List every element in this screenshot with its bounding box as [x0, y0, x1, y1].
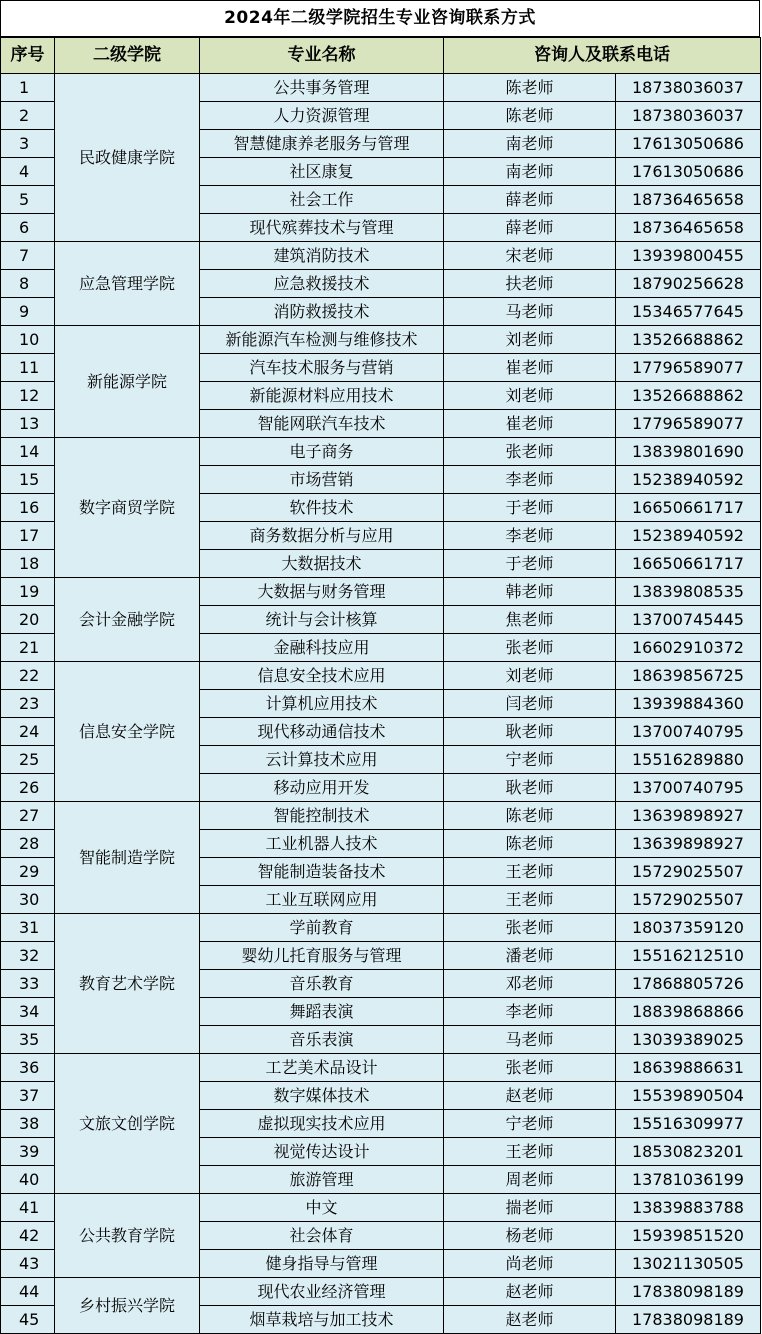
- seq-cell: 45: [1, 1306, 55, 1334]
- table-row: [1, 438, 761, 466]
- phone-cell: 18037359120: [616, 914, 761, 942]
- major-cell: 舞蹈表演: [200, 998, 444, 1026]
- phone-cell: 16650661717: [616, 550, 761, 578]
- seq-cell: 28: [1, 830, 55, 858]
- contact-cell: 陈老师: [444, 102, 616, 130]
- contact-table: [0, 37, 761, 1334]
- seq-cell: 20: [1, 606, 55, 634]
- major-cell: 智慧健康养老服务与管理: [200, 130, 444, 158]
- phone-cell: 13700740795: [616, 718, 761, 746]
- major-cell: 社会体育: [200, 1222, 444, 1250]
- table-row: [1, 1278, 761, 1306]
- contact-cell: 耿老师: [444, 718, 616, 746]
- phone-cell: 18639886631: [616, 1054, 761, 1082]
- major-cell: 智能控制技术: [200, 802, 444, 830]
- header-row: [1, 38, 761, 74]
- phone-cell: 17613050686: [616, 130, 761, 158]
- contact-cell: 王老师: [444, 858, 616, 886]
- contact-cell: 张老师: [444, 634, 616, 662]
- phone-cell: 18839868866: [616, 998, 761, 1026]
- major-cell: 商务数据分析与应用: [200, 522, 444, 550]
- major-cell: 软件技术: [200, 494, 444, 522]
- seq-cell: 21: [1, 634, 55, 662]
- contact-cell: 南老师: [444, 130, 616, 158]
- contact-cell: 韩老师: [444, 578, 616, 606]
- seq-cell: 15: [1, 466, 55, 494]
- contact-cell: 王老师: [444, 1138, 616, 1166]
- seq-cell: 35: [1, 1026, 55, 1054]
- contact-cell: 赵老师: [444, 1082, 616, 1110]
- contact-cell: 张老师: [444, 914, 616, 942]
- seq-cell: 10: [1, 326, 55, 354]
- major-cell: 云计算技术应用: [200, 746, 444, 774]
- major-cell: 健身指导与管理: [200, 1250, 444, 1278]
- seq-cell: 31: [1, 914, 55, 942]
- contact-cell: 闫老师: [444, 690, 616, 718]
- phone-cell: 18738036037: [616, 102, 761, 130]
- college-cell: 教育艺术学院: [55, 914, 200, 1054]
- major-cell: 汽车技术服务与营销: [200, 354, 444, 382]
- major-cell: 人力资源管理: [200, 102, 444, 130]
- college-cell: 智能制造学院: [55, 802, 200, 914]
- seq-cell: 1: [1, 74, 55, 102]
- major-cell: 中文: [200, 1194, 444, 1222]
- major-cell: 应急救援技术: [200, 270, 444, 298]
- seq-cell: 5: [1, 186, 55, 214]
- phone-cell: 15346577645: [616, 298, 761, 326]
- college-cell: 乡村振兴学院: [55, 1278, 200, 1334]
- header-seq: 序号: [1, 38, 55, 74]
- seq-cell: 42: [1, 1222, 55, 1250]
- seq-cell: 12: [1, 382, 55, 410]
- phone-cell: 13639898927: [616, 830, 761, 858]
- seq-cell: 22: [1, 662, 55, 690]
- phone-cell: 18790256628: [616, 270, 761, 298]
- contact-cell: 宋老师: [444, 242, 616, 270]
- phone-cell: 17838098189: [616, 1278, 761, 1306]
- phone-cell: 13639898927: [616, 802, 761, 830]
- seq-cell: 6: [1, 214, 55, 242]
- seq-cell: 36: [1, 1054, 55, 1082]
- phone-cell: 15729025507: [616, 858, 761, 886]
- major-cell: 新能源汽车检测与维修技术: [200, 326, 444, 354]
- seq-cell: 13: [1, 410, 55, 438]
- seq-cell: 3: [1, 130, 55, 158]
- college-cell: 民政健康学院: [55, 74, 200, 242]
- major-cell: 烟草栽培与加工技术: [200, 1306, 444, 1334]
- contact-cell: 于老师: [444, 494, 616, 522]
- phone-cell: 13781036199: [616, 1166, 761, 1194]
- seq-cell: 8: [1, 270, 55, 298]
- table-row: [1, 326, 761, 354]
- contact-cell: 刘老师: [444, 382, 616, 410]
- seq-cell: 7: [1, 242, 55, 270]
- major-cell: 现代殡葬技术与管理: [200, 214, 444, 242]
- phone-cell: 18530823201: [616, 1138, 761, 1166]
- phone-cell: 13939800455: [616, 242, 761, 270]
- seq-cell: 23: [1, 690, 55, 718]
- contact-cell: 李老师: [444, 998, 616, 1026]
- seq-cell: 40: [1, 1166, 55, 1194]
- seq-cell: 43: [1, 1250, 55, 1278]
- college-cell: 数字商贸学院: [55, 438, 200, 578]
- phone-cell: 15539890504: [616, 1082, 761, 1110]
- major-cell: 音乐教育: [200, 970, 444, 998]
- major-cell: 学前教育: [200, 914, 444, 942]
- seq-cell: 16: [1, 494, 55, 522]
- seq-cell: 17: [1, 522, 55, 550]
- phone-cell: 13039389025: [616, 1026, 761, 1054]
- phone-cell: 18736465658: [616, 214, 761, 242]
- contact-cell: 张老师: [444, 438, 616, 466]
- phone-cell: 13021130505: [616, 1250, 761, 1278]
- major-cell: 大数据技术: [200, 550, 444, 578]
- seq-cell: 2: [1, 102, 55, 130]
- contact-cell: 于老师: [444, 550, 616, 578]
- major-cell: 工业机器人技术: [200, 830, 444, 858]
- table-row: [1, 914, 761, 942]
- seq-cell: 44: [1, 1278, 55, 1306]
- major-cell: 信息安全技术应用: [200, 662, 444, 690]
- major-cell: 消防救援技术: [200, 298, 444, 326]
- phone-cell: 16650661717: [616, 494, 761, 522]
- phone-cell: 13839883788: [616, 1194, 761, 1222]
- phone-cell: 17838098189: [616, 1306, 761, 1334]
- contact-cell: 周老师: [444, 1166, 616, 1194]
- contact-cell: 崔老师: [444, 354, 616, 382]
- phone-cell: 18738036037: [616, 74, 761, 102]
- seq-cell: 24: [1, 718, 55, 746]
- contact-cell: 刘老师: [444, 662, 616, 690]
- seq-cell: 39: [1, 1138, 55, 1166]
- contact-cell: 王老师: [444, 886, 616, 914]
- phone-cell: 17613050686: [616, 158, 761, 186]
- contact-cell: 杨老师: [444, 1222, 616, 1250]
- seq-cell: 27: [1, 802, 55, 830]
- major-cell: 虚拟现实技术应用: [200, 1110, 444, 1138]
- phone-cell: 13526688862: [616, 382, 761, 410]
- contact-cell: 崔老师: [444, 410, 616, 438]
- table-row: [1, 1194, 761, 1222]
- major-cell: 婴幼儿托育服务与管理: [200, 942, 444, 970]
- contact-cell: 李老师: [444, 466, 616, 494]
- contact-cell: 宁老师: [444, 746, 616, 774]
- seq-cell: 26: [1, 774, 55, 802]
- contact-cell: 陈老师: [444, 74, 616, 102]
- seq-cell: 30: [1, 886, 55, 914]
- major-cell: 视觉传达设计: [200, 1138, 444, 1166]
- phone-cell: 13839801690: [616, 438, 761, 466]
- major-cell: 数字媒体技术: [200, 1082, 444, 1110]
- table-row: [1, 578, 761, 606]
- table-row: [1, 74, 761, 102]
- college-cell: 公共教育学院: [55, 1194, 200, 1278]
- seq-cell: 29: [1, 858, 55, 886]
- seq-cell: 14: [1, 438, 55, 466]
- phone-cell: 15939851520: [616, 1222, 761, 1250]
- contact-cell: 李老师: [444, 522, 616, 550]
- major-cell: 电子商务: [200, 438, 444, 466]
- major-cell: 市场营销: [200, 466, 444, 494]
- contact-cell: 耿老师: [444, 774, 616, 802]
- major-cell: 现代移动通信技术: [200, 718, 444, 746]
- table-row: [1, 662, 761, 690]
- college-cell: 会计金融学院: [55, 578, 200, 662]
- phone-cell: 15516212510: [616, 942, 761, 970]
- seq-cell: 34: [1, 998, 55, 1026]
- table-row: [1, 242, 761, 270]
- seq-cell: 11: [1, 354, 55, 382]
- contact-cell: 陈老师: [444, 802, 616, 830]
- contact-cell: 焦老师: [444, 606, 616, 634]
- table-body: [1, 74, 761, 1334]
- phone-cell: 16602910372: [616, 634, 761, 662]
- contact-cell: 揣老师: [444, 1194, 616, 1222]
- phone-cell: 15729025507: [616, 886, 761, 914]
- major-cell: 现代农业经济管理: [200, 1278, 444, 1306]
- college-cell: 新能源学院: [55, 326, 200, 438]
- contact-cell: 尚老师: [444, 1250, 616, 1278]
- table-row: [1, 802, 761, 830]
- seq-cell: 9: [1, 298, 55, 326]
- phone-cell: 15238940592: [616, 466, 761, 494]
- phone-cell: 17796589077: [616, 354, 761, 382]
- major-cell: 新能源材料应用技术: [200, 382, 444, 410]
- contact-cell: 赵老师: [444, 1306, 616, 1334]
- seq-cell: 38: [1, 1110, 55, 1138]
- phone-cell: 17868805726: [616, 970, 761, 998]
- phone-cell: 15516289880: [616, 746, 761, 774]
- contact-cell: 马老师: [444, 1026, 616, 1054]
- seq-cell: 33: [1, 970, 55, 998]
- major-cell: 公共事务管理: [200, 74, 444, 102]
- major-cell: 社区康复: [200, 158, 444, 186]
- major-cell: 移动应用开发: [200, 774, 444, 802]
- contact-cell: 刘老师: [444, 326, 616, 354]
- major-cell: 智能制造装备技术: [200, 858, 444, 886]
- phone-cell: 13839808535: [616, 578, 761, 606]
- seq-cell: 37: [1, 1082, 55, 1110]
- phone-cell: 13939884360: [616, 690, 761, 718]
- contact-cell: 南老师: [444, 158, 616, 186]
- major-cell: 统计与会计核算: [200, 606, 444, 634]
- contact-cell: 潘老师: [444, 942, 616, 970]
- major-cell: 智能网联汽车技术: [200, 410, 444, 438]
- phone-cell: 13526688862: [616, 326, 761, 354]
- page-title: 2024年二级学院招生专业咨询联系方式: [0, 0, 760, 37]
- major-cell: 工艺美术品设计: [200, 1054, 444, 1082]
- contact-cell: 张老师: [444, 1054, 616, 1082]
- contact-cell: 宁老师: [444, 1110, 616, 1138]
- college-cell: 文旅文创学院: [55, 1054, 200, 1194]
- major-cell: 金融科技应用: [200, 634, 444, 662]
- phone-cell: 13700740795: [616, 774, 761, 802]
- contact-cell: 薛老师: [444, 214, 616, 242]
- seq-cell: 32: [1, 942, 55, 970]
- major-cell: 计算机应用技术: [200, 690, 444, 718]
- contact-cell: 马老师: [444, 298, 616, 326]
- major-cell: 大数据与财务管理: [200, 578, 444, 606]
- seq-cell: 19: [1, 578, 55, 606]
- phone-cell: 18736465658: [616, 186, 761, 214]
- seq-cell: 18: [1, 550, 55, 578]
- contact-cell: 扶老师: [444, 270, 616, 298]
- major-cell: 建筑消防技术: [200, 242, 444, 270]
- phone-cell: 17796589077: [616, 410, 761, 438]
- contact-cell: 薛老师: [444, 186, 616, 214]
- major-cell: 工业互联网应用: [200, 886, 444, 914]
- major-cell: 音乐表演: [200, 1026, 444, 1054]
- contact-cell: 邓老师: [444, 970, 616, 998]
- phone-cell: 15516309977: [616, 1110, 761, 1138]
- phone-cell: 13700745445: [616, 606, 761, 634]
- header-contact: 咨询人及联系电话: [444, 38, 761, 74]
- phone-cell: 18639856725: [616, 662, 761, 690]
- seq-cell: 41: [1, 1194, 55, 1222]
- table-row: [1, 1054, 761, 1082]
- college-cell: 应急管理学院: [55, 242, 200, 326]
- major-cell: 旅游管理: [200, 1166, 444, 1194]
- header-college: 二级学院: [55, 38, 200, 74]
- contact-cell: 陈老师: [444, 830, 616, 858]
- header-major: 专业名称: [200, 38, 444, 74]
- major-cell: 社会工作: [200, 186, 444, 214]
- contact-cell: 赵老师: [444, 1278, 616, 1306]
- seq-cell: 4: [1, 158, 55, 186]
- seq-cell: 25: [1, 746, 55, 774]
- phone-cell: 15238940592: [616, 522, 761, 550]
- college-cell: 信息安全学院: [55, 662, 200, 802]
